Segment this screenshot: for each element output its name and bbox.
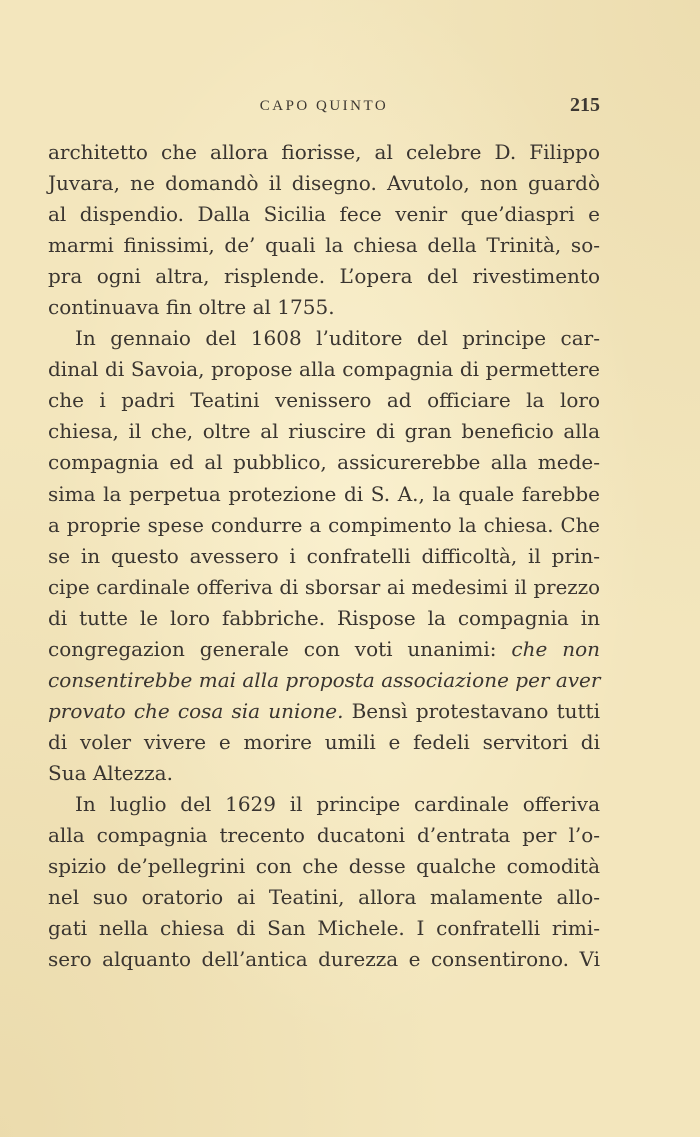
text-line: Sua Altezza. xyxy=(48,760,173,785)
text-line: gati nella chiesa di San Michele. I confratelli rimi- xyxy=(48,916,600,941)
italic-text: che non xyxy=(511,636,600,661)
text-line: spizio de’pellegrini con che desse qualche comodità xyxy=(48,854,600,879)
text-line: sero alquanto dell’antica durezza e consentirono. Vi xyxy=(48,947,600,972)
text-line: di tutte le loro fabbriche. Rispose la compagnia in xyxy=(48,605,600,630)
text-line: alla compagnia trecento ducatoni d’entrata per l’o- xyxy=(48,823,600,848)
text-line: Juvara, ne domandò il disegno. Avutolo, non guardò xyxy=(48,171,600,196)
text-line: chiesa, il che, oltre al riuscire di gran beneficio alla xyxy=(48,419,600,444)
italic-text: provato che cosa sia unione. xyxy=(48,698,344,723)
page-number: 215 xyxy=(570,94,600,116)
paragraph-first-line: In luglio del 1629 il principe cardinale offeriva xyxy=(75,791,600,816)
body-text xyxy=(48,137,600,975)
text-line: di voler vivere e morire umili e fedeli servitori di xyxy=(48,729,600,754)
running-title: CAPO QUINTO xyxy=(259,98,389,114)
text-line: che i padri Teatini venissero ad officiare la loro xyxy=(48,388,600,413)
text-line: congregazion generale con voti unanimi: che non xyxy=(48,636,600,661)
text-line: dinal di Savoia, propose alla compagnia di permettere xyxy=(48,357,600,382)
text-line: se in questo avessero i confratelli difficoltà, il prin- xyxy=(48,543,600,568)
paragraph-first-line: In gennaio del 1608 l’uditore del principe car- xyxy=(75,326,600,351)
text-line: a proprie spese condurre a compimento la chiesa. Che xyxy=(48,513,600,537)
text-line: al dispendio. Dalla Sicilia fece venir que’diaspri e xyxy=(48,202,600,227)
text-line: continuava fin oltre al 1755. xyxy=(48,295,335,320)
text-line: pra ogni altra, risplende. L’opera del rivestimento xyxy=(48,264,600,289)
text-line: marmi finissimi, de’ quali la chiesa della Trinità, so- xyxy=(48,233,600,258)
text-line: compagnia ed al pubblico, assicurerebbe alla mede- xyxy=(48,450,600,475)
text-line: nel suo oratorio ai Teatini, allora malamente allo- xyxy=(48,885,600,910)
text-line: architetto che allora fiorisse, al celebre D. Filippo xyxy=(48,140,600,164)
italic-text: consentirebbe mai alla proposta associazione per aver xyxy=(48,667,601,692)
text-line xyxy=(48,665,600,696)
running-head xyxy=(48,96,600,120)
text-line: provato che cosa sia unione. Bensì protestavano tutti xyxy=(48,698,600,723)
text-line: cipe cardinale offeriva di sborsar ai medesimi il prezzo xyxy=(48,575,600,599)
text-line: sima la perpetua protezione di S. A., la quale farebbe xyxy=(48,481,600,506)
